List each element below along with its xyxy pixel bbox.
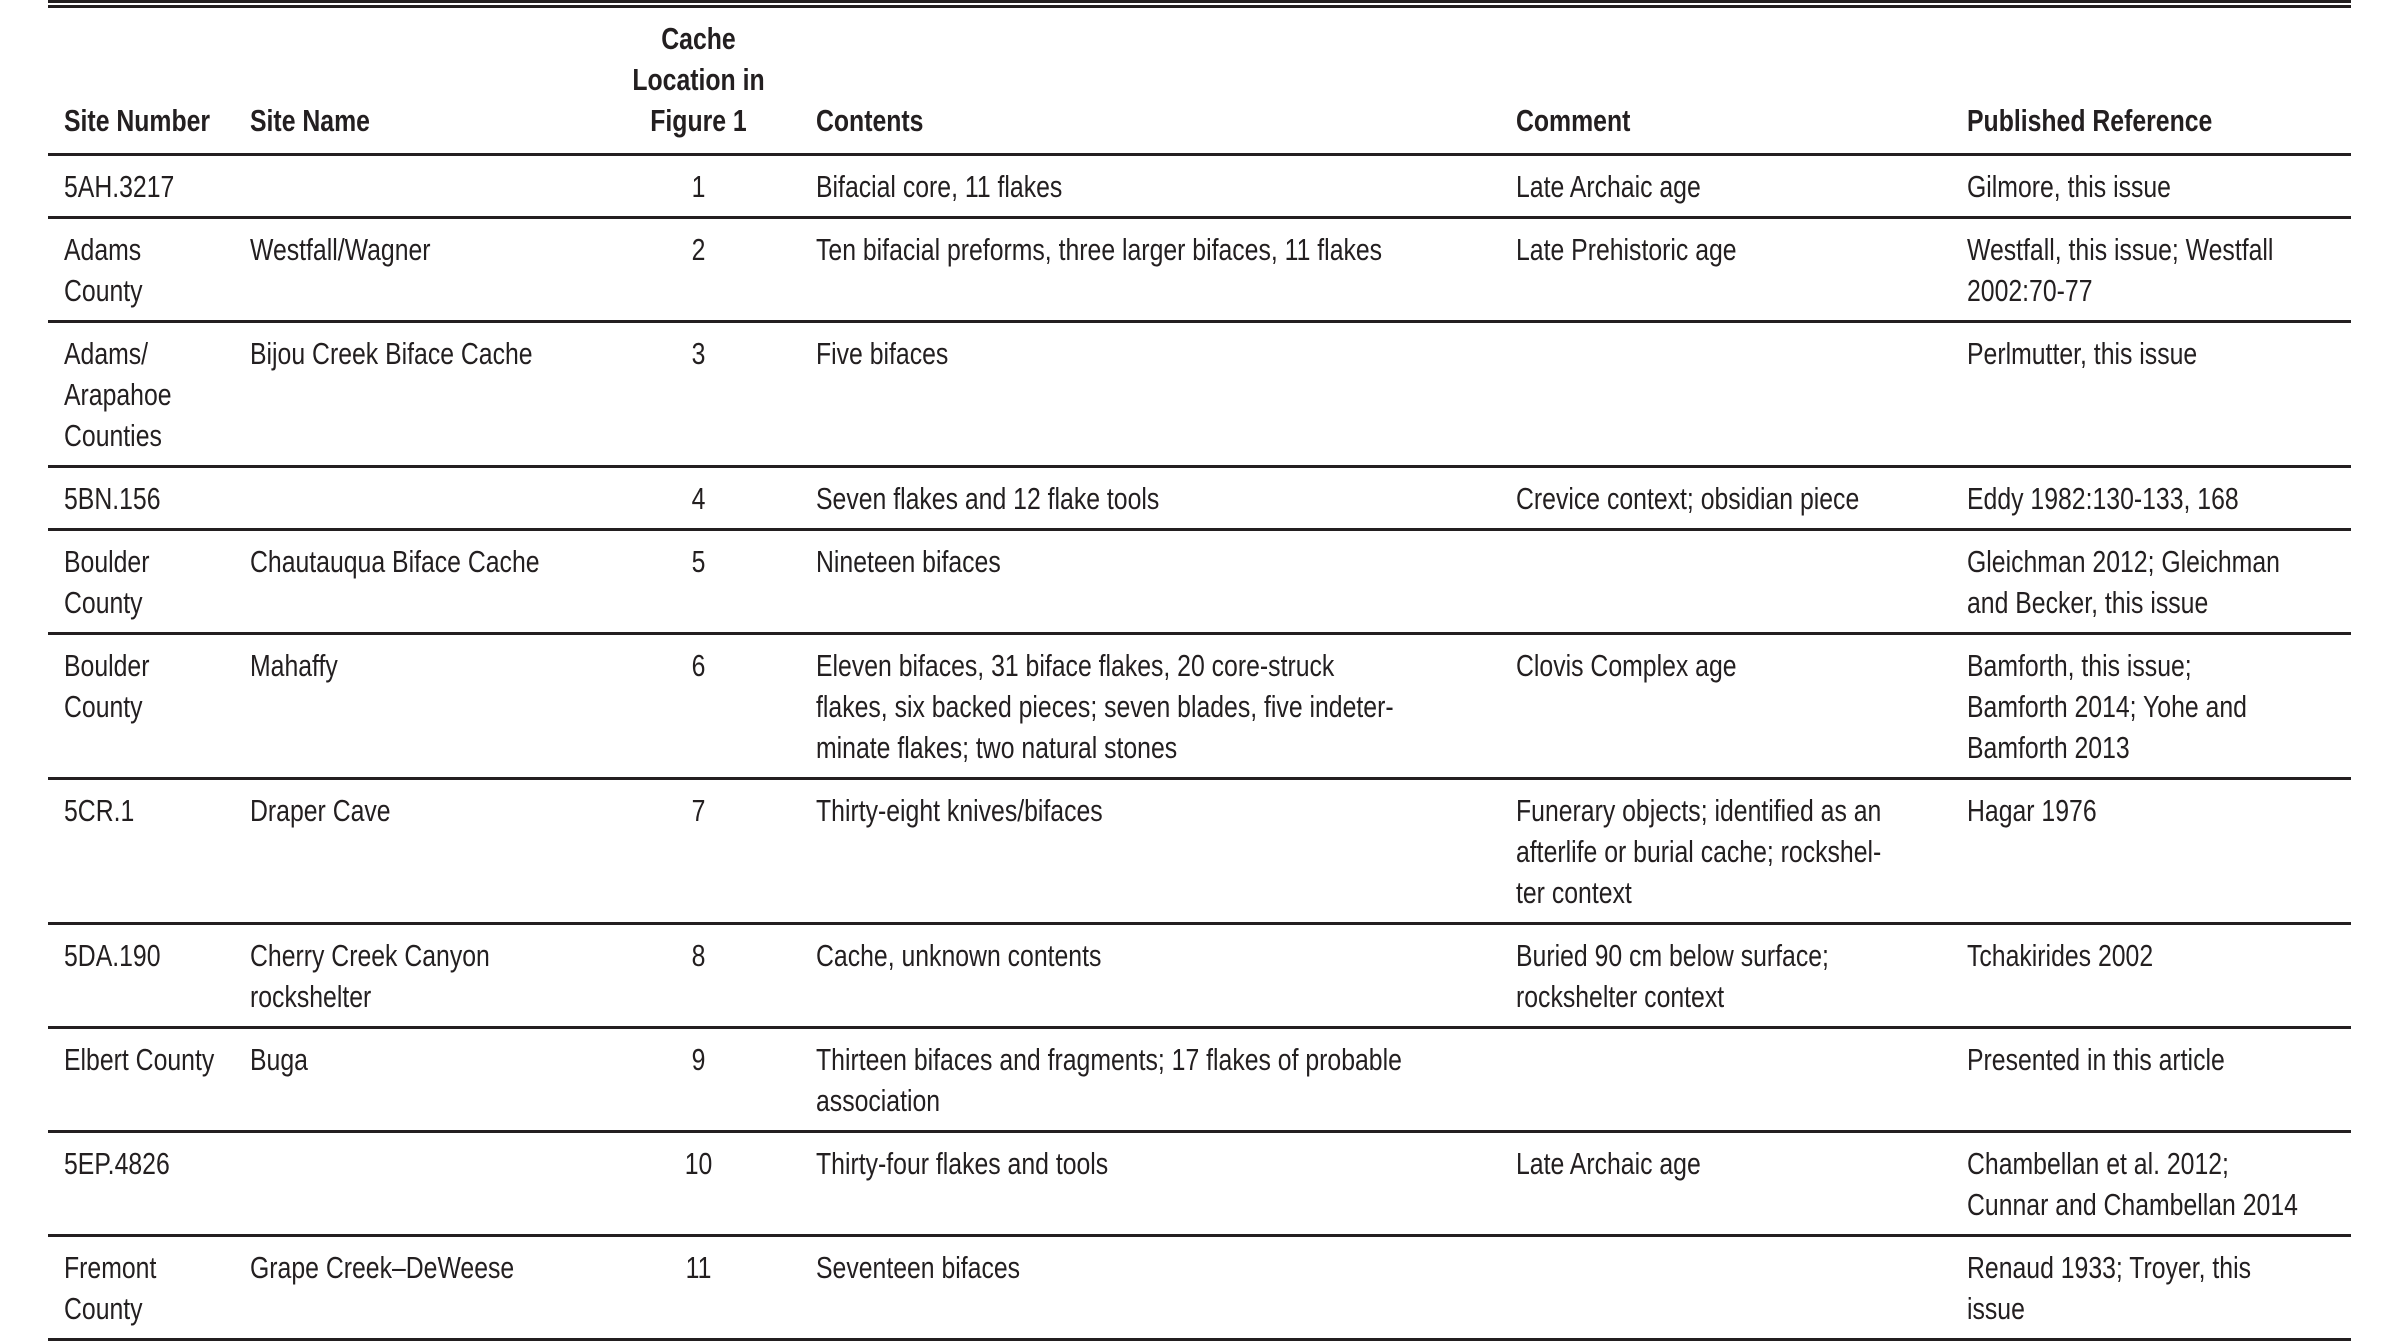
cell-text: Thirty-eight knives/bifaces <box>816 792 1103 828</box>
cell-contents <box>816 321 1516 466</box>
cell-text: Seven flakes and 12 flake tools <box>816 480 1160 516</box>
cell-cache-location <box>580 217 816 321</box>
cell-site-number <box>48 321 250 466</box>
cell-text: Cherry Creek Canyon rockshelter <box>250 937 490 1014</box>
cell-site-number <box>48 217 250 321</box>
cell-site-name <box>250 1235 580 1339</box>
cell-site-name <box>250 466 580 529</box>
cell-text: 9 <box>691 1041 705 1077</box>
cell-site-name <box>250 529 580 633</box>
table-row <box>48 633 2351 778</box>
header-site-name: Site Name <box>250 8 580 154</box>
cell-published-reference <box>1967 1131 2351 1235</box>
cell-text: Boulder County <box>64 543 150 620</box>
cell-text: Draper Cave <box>250 792 391 828</box>
cell-text: Bijou Creek Biface Cache <box>250 335 533 371</box>
header-cache-location: Cache Location in Figure 1 <box>580 8 816 154</box>
cell-comment <box>1516 633 1967 778</box>
cache-sites-table <box>48 8 2351 1341</box>
cell-text: 4 <box>691 480 705 516</box>
cell-published-reference <box>1967 466 2351 529</box>
cell-comment <box>1516 217 1967 321</box>
cell-contents <box>816 923 1516 1027</box>
cell-contents <box>816 1027 1516 1131</box>
cell-contents <box>816 633 1516 778</box>
cell-site-name <box>250 321 580 466</box>
cell-text: Westfall/Wagner <box>250 231 431 267</box>
cell-cache-location <box>580 466 816 529</box>
cell-site-number <box>48 778 250 923</box>
cell-text: Gleichman 2012; Gleichman and Becker, this issue <box>1967 543 2280 620</box>
cell-text: Buga <box>250 1041 308 1077</box>
cell-published-reference <box>1967 923 2351 1027</box>
cell-text: Thirty-four flakes and tools <box>816 1145 1109 1181</box>
cell-text: Boulder County <box>64 647 150 724</box>
cell-published-reference <box>1967 154 2351 217</box>
cell-cache-location <box>580 1131 816 1235</box>
cell-comment <box>1516 1131 1967 1235</box>
cell-cache-location <box>580 923 816 1027</box>
cell-published-reference <box>1967 1235 2351 1339</box>
cell-text: 3 <box>691 335 705 371</box>
cell-text: 5AH.3217 <box>64 168 175 204</box>
cell-published-reference <box>1967 778 2351 923</box>
cell-text: Seventeen bifaces <box>816 1249 1021 1285</box>
cell-text: Clovis Complex age <box>1516 647 1737 683</box>
table-row <box>48 923 2351 1027</box>
cell-text: Bifacial core, 11 flakes <box>816 168 1063 204</box>
table-row <box>48 217 2351 321</box>
cell-comment <box>1516 529 1967 633</box>
cell-comment <box>1516 466 1967 529</box>
cell-cache-location <box>580 321 816 466</box>
table-row <box>48 1027 2351 1131</box>
cell-text: Late Archaic age <box>1516 168 1701 204</box>
table-row <box>48 529 2351 633</box>
cell-text: Eddy 1982:130-133, 168 <box>1967 480 2239 516</box>
cell-site-name <box>250 154 580 217</box>
cell-text: Cache, unknown contents <box>816 937 1102 973</box>
cell-text: Westfall, this issue; Westfall 2002:70-77 <box>1967 231 2274 308</box>
cell-contents <box>816 1235 1516 1339</box>
cell-text: 11 <box>685 1249 711 1285</box>
table-row <box>48 466 2351 529</box>
cell-text: 5BN.156 <box>64 480 161 516</box>
cell-text: Funerary objects; identified as an afterlife or burial cache; rockshel- ter context <box>1516 792 1882 910</box>
table-row <box>48 778 2351 923</box>
cell-site-name <box>250 217 580 321</box>
cell-published-reference <box>1967 217 2351 321</box>
header-contents: Contents <box>816 8 1516 154</box>
cell-contents <box>816 778 1516 923</box>
cell-text: Bamforth, this issue; Bamforth 2014; Yohe and Bamforth 2013 <box>1967 647 2247 765</box>
cell-text: Fremont County <box>64 1249 157 1326</box>
cell-site-number <box>48 466 250 529</box>
cell-text: Adams County <box>64 231 143 308</box>
cell-published-reference <box>1967 529 2351 633</box>
cell-text: Buried 90 cm below surface; rockshelter context <box>1516 937 1829 1014</box>
cell-cache-location <box>580 633 816 778</box>
cell-text: Thirteen bifaces and fragments; 17 flakes of probable association <box>816 1041 1402 1118</box>
cell-comment <box>1516 154 1967 217</box>
cell-site-name <box>250 633 580 778</box>
cell-site-name <box>250 923 580 1027</box>
cell-text: Crevice context; obsidian piece <box>1516 480 1860 516</box>
cell-comment <box>1516 778 1967 923</box>
cell-published-reference <box>1967 633 2351 778</box>
cell-text: Adams/ Arapahoe Counties <box>64 335 172 453</box>
cell-text: Nineteen bifaces <box>816 543 1001 579</box>
table-header-row <box>48 8 2351 154</box>
header-comment: Comment <box>1516 8 1967 154</box>
cell-text: Renaud 1933; Troyer, this issue <box>1967 1249 2252 1326</box>
cell-text: 5 <box>691 543 705 579</box>
cell-contents <box>816 1131 1516 1235</box>
cell-text: 7 <box>691 792 705 828</box>
cell-text: 5EP.4826 <box>64 1145 170 1181</box>
cell-text: Perlmutter, this issue <box>1967 335 2198 371</box>
cell-text: Five bifaces <box>816 335 949 371</box>
table-row <box>48 154 2351 217</box>
cell-text: 1 <box>691 168 705 204</box>
cell-site-number <box>48 633 250 778</box>
cell-text: 5CR.1 <box>64 792 135 828</box>
header-published-reference: Published Reference <box>1967 8 2351 154</box>
cell-comment <box>1516 923 1967 1027</box>
cell-site-number <box>48 154 250 217</box>
cell-site-number <box>48 1131 250 1235</box>
cell-text: Ten bifacial preforms, three larger bifaces, 11 flakes <box>816 231 1383 267</box>
table-row <box>48 1131 2351 1235</box>
cell-text: Gilmore, this issue <box>1967 168 2171 204</box>
cell-text: Late Archaic age <box>1516 1145 1701 1181</box>
header-site-number: Site Number <box>48 8 250 154</box>
cell-comment <box>1516 321 1967 466</box>
cell-contents <box>816 466 1516 529</box>
cell-cache-location <box>580 154 816 217</box>
cell-site-number <box>48 1027 250 1131</box>
cell-site-name <box>250 778 580 923</box>
cell-site-name <box>250 1131 580 1235</box>
cell-text: Eleven bifaces, 31 biface flakes, 20 core-struck flakes, six backed pieces; seven blades, five indeter- minate flakes; two natural stones <box>816 647 1394 765</box>
cell-text: 6 <box>691 647 705 683</box>
table-row <box>48 1235 2351 1339</box>
cell-cache-location <box>580 529 816 633</box>
table-top-rule <box>48 0 2351 3</box>
cell-text: Chautauqua Biface Cache <box>250 543 540 579</box>
cell-contents <box>816 154 1516 217</box>
cell-text: 8 <box>691 937 705 973</box>
cell-contents <box>816 529 1516 633</box>
cell-text: Late Prehistoric age <box>1516 231 1737 267</box>
cell-text: Elbert County <box>64 1041 215 1077</box>
cell-site-number <box>48 1235 250 1339</box>
cell-text: Mahaffy <box>250 647 338 683</box>
table-row <box>48 321 2351 466</box>
cell-contents <box>816 217 1516 321</box>
cell-text: 2 <box>691 231 705 267</box>
cell-comment <box>1516 1235 1967 1339</box>
cell-text: Tchakirides 2002 <box>1967 937 2154 973</box>
cell-site-number <box>48 923 250 1027</box>
cell-text: 5DA.190 <box>64 937 161 973</box>
cell-published-reference <box>1967 1027 2351 1131</box>
cell-comment <box>1516 1027 1967 1131</box>
cell-site-number <box>48 529 250 633</box>
cell-text: Hagar 1976 <box>1967 792 2097 828</box>
cell-site-name <box>250 1027 580 1131</box>
cell-cache-location <box>580 1235 816 1339</box>
cell-text: Chambellan et al. 2012; Cunnar and Chambellan 2014 <box>1967 1145 2298 1222</box>
cell-published-reference <box>1967 321 2351 466</box>
cell-cache-location <box>580 778 816 923</box>
cell-text: Grape Creek–DeWeese <box>250 1249 515 1285</box>
cell-cache-location <box>580 1027 816 1131</box>
cell-text: 10 <box>684 1145 712 1181</box>
cell-text: Presented in this article <box>1967 1041 2225 1077</box>
